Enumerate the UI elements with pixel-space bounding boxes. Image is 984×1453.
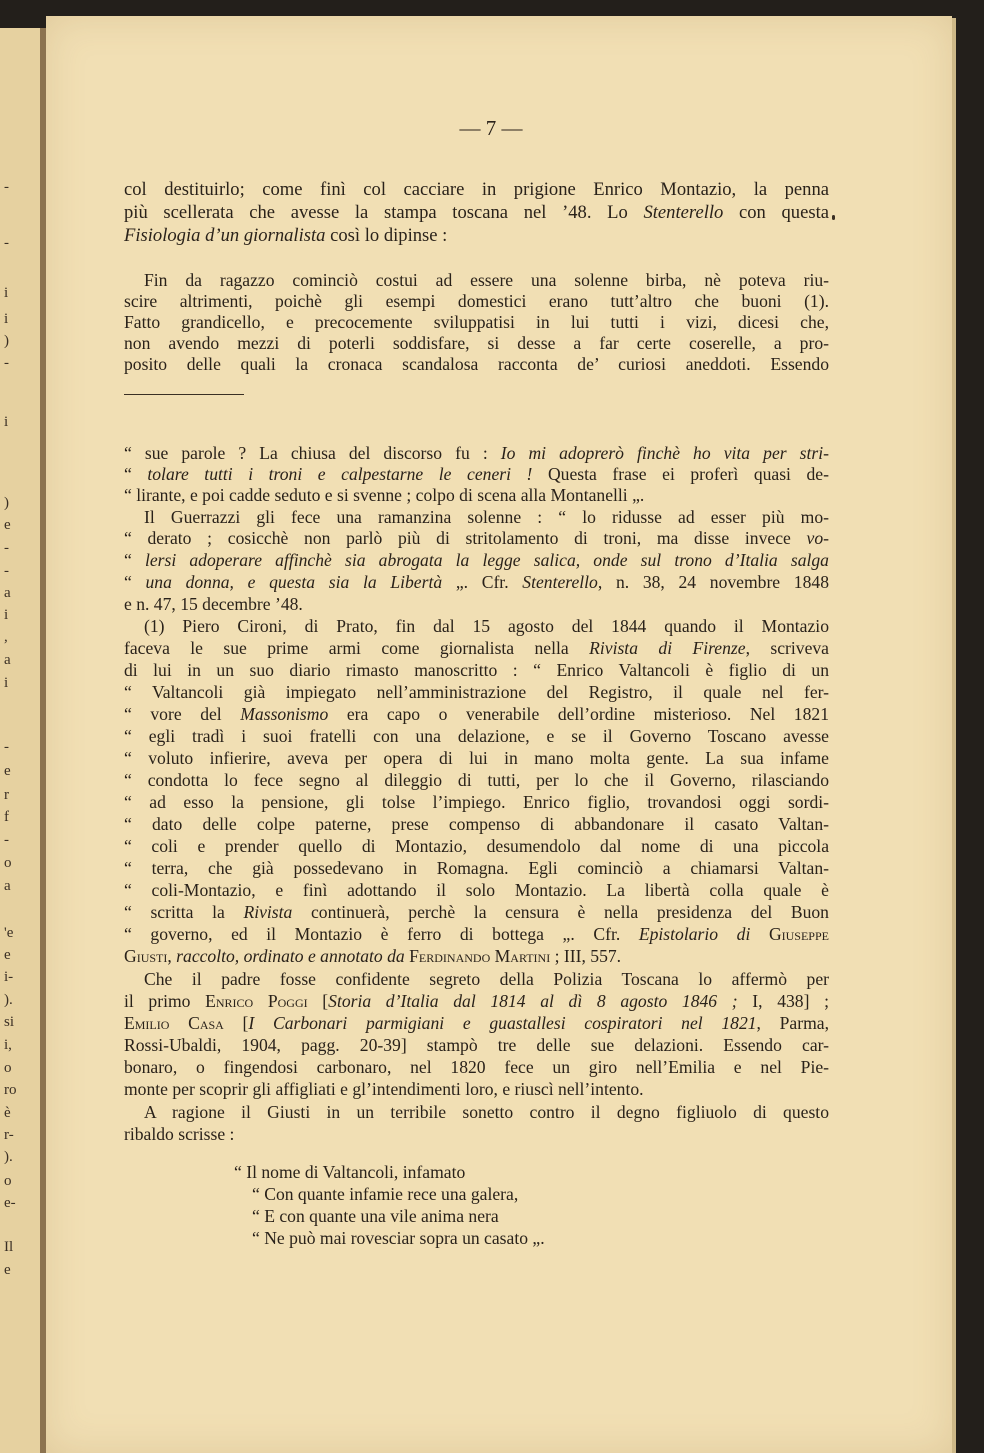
- margin-char: i: [4, 414, 9, 430]
- page-number: — 7 —: [459, 116, 523, 140]
- footnote-line: “ terra, che già possedevano in Romagna. Egli cominciò a chiamarsi Valtan-: [124, 858, 829, 878]
- verse-line: “ E con quante una vile anima nera: [252, 1206, 499, 1226]
- margin-char: i: [4, 675, 9, 691]
- margin-char: -: [4, 832, 9, 848]
- verse-line: “ Ne può mai rovesciar sopra un casato „.: [252, 1228, 545, 1248]
- quote-line: posito delle quali la cronaca scandalosa racconta de’ curiosi aneddoti. Essendo: [124, 354, 829, 374]
- margin-char: -: [4, 563, 9, 579]
- footnote-line: “ scritta la Rivista continuerà, perchè la censura è nella presidenza del Buon: [124, 902, 829, 922]
- footnote-line: Il Guerrazzi gli fece una ramanzina solenne : “ lo ridusse ad esser più mo-: [144, 507, 829, 527]
- footnote-line: Emilio Casa [I Carbonari parmigiani e guastallesi cospiratori nel 1821, Parma,: [124, 1013, 829, 1033]
- margin-char: i,: [4, 1037, 12, 1053]
- footnote-line: “ coli e prender quello di Montazio, desumendolo dal nome di una piccola: [124, 836, 829, 856]
- footnote-line: “ lersi adoperare affinchè sia abrogata la legge salica, onde sul trono d’Italia salga: [124, 550, 829, 570]
- body-line: Fisiologia d’un giornalista così lo dipinse :: [124, 225, 448, 246]
- margin-char: 'e: [4, 925, 14, 941]
- margin-char: i: [4, 607, 9, 623]
- verse-line: “ Il nome di Valtancoli, infamato: [234, 1162, 466, 1182]
- footnote-line: di lui in un suo diario rimasto manoscritto : “ Enrico Valtancoli è figlio di un: [124, 660, 829, 680]
- footnote-line: Rossi-Ubaldi, 1904, pagg. 20-39] stampò tre delle sue delazioni. Essendo car-: [124, 1035, 829, 1055]
- margin-char: e: [4, 947, 11, 963]
- footnote-line: “ lirante, e poi cadde seduto e si svenne ; colpo di scena alla Montanelli „.: [124, 485, 645, 505]
- margin-char: è: [4, 1105, 11, 1121]
- margin-char: e: [4, 1262, 11, 1278]
- margin-char: -: [4, 739, 9, 755]
- margin-char: r: [4, 787, 9, 803]
- footnote-line: monte per scoprir gli affigliati e gl’intendimenti loro, e riuscì nell’intento.: [124, 1079, 644, 1099]
- margin-char: ): [4, 495, 9, 511]
- margin-char: e: [4, 763, 11, 779]
- footnote-line: “ sue parole ? La chiusa del discorso fu : Io mi adoprerò finchè ho vita per stri-: [124, 443, 829, 463]
- footnote-line: bonaro, o fingendosi carbonaro, nel 1820 fece un giro nell’Emilia e nel Pie-: [124, 1057, 829, 1077]
- margin-char: si: [4, 1014, 15, 1030]
- margin-char: o: [4, 855, 12, 871]
- footnote-line: faceva le sue prime armi come giornalista nella Rivista di Firenze, scriveva: [124, 638, 829, 658]
- footnote-line: “ governo, ed il Montazio è ferro di bottega „. Cfr. Epistolario di Giuseppe: [124, 924, 829, 944]
- margin-char: r-: [4, 1127, 14, 1143]
- margin-char: -: [4, 540, 9, 556]
- margin-char: i: [4, 285, 9, 301]
- quote-line: Fatto grandicello, e precocemente sviluppatisi in lui tutti i vizi, dicesi che,: [124, 312, 829, 332]
- footnote-rule: [124, 394, 244, 395]
- footnote-line: “ vore del Massonismo era capo o venerabile dell’ordine misterioso. Nel 1821: [124, 704, 829, 724]
- margin-char: Il: [4, 1239, 14, 1255]
- margin-char: ): [4, 333, 9, 349]
- footnote-line: “ voluto infierire, aveva per opera di lui in mano molta gente. La sua infame: [124, 748, 829, 768]
- margin-char: -: [4, 179, 9, 195]
- body-line: più scellerata che avesse la stampa toscana nel ’48. Lo Stenterello con questa: [124, 202, 829, 223]
- footnote-line: Che il padre fosse confidente segreto della Polizia Toscana lo affermò per: [144, 969, 829, 989]
- margin-char: o: [4, 1060, 12, 1076]
- footnote-line: (1) Piero Cironi, di Prato, fin dal 15 agosto del 1844 quando il Montazio: [144, 616, 829, 636]
- margin-char: -: [4, 235, 9, 251]
- page-edge: [952, 18, 956, 1453]
- margin-char: ).: [4, 1149, 13, 1165]
- footnote-line: “ condotta lo fece segno al dileggio di tutti, per lo che il Governo, rilasciando: [124, 770, 829, 790]
- margin-char: i-: [4, 969, 14, 985]
- quote-line: scire altrimenti, poichè gli esempi domestici erano tutt’altro che buoni (1).: [124, 291, 829, 311]
- body-line: col destituirlo; come finì col cacciare in prigione Enrico Montazio, la penna: [124, 179, 829, 200]
- margin-char: a: [4, 585, 11, 601]
- margin-char: e: [4, 517, 11, 533]
- footnote-line: A ragione il Giusti in un terribile sonetto contro il degno figliuolo di questo: [144, 1102, 829, 1122]
- margin-char: a: [4, 878, 11, 894]
- quote-line: Fin da ragazzo cominciò costui ad essere una solenne birba, nè poteva riu-: [144, 270, 829, 290]
- margin-char: ,: [4, 629, 8, 645]
- margin-char: ).: [4, 992, 13, 1008]
- margin-char: ro: [4, 1082, 17, 1098]
- footnote-line: “ derato ; cosicchè non parlò più di stritolamento di troni, ma disse invece vo-: [124, 528, 829, 548]
- footnote-line: e n. 47, 15 decembre ’48.: [124, 594, 303, 614]
- footnote-line: “ coli-Montazio, e finì adottando il solo Montazio. La libertà colla quale è: [124, 880, 829, 900]
- margin-char: -: [4, 355, 9, 371]
- previous-page-edge: [0, 28, 42, 1453]
- verse-line: “ Con quante infamie rece una galera,: [252, 1184, 519, 1204]
- footnote-line: “ dato delle colpe paterne, prese compenso di abbandonare il casato Valtan-: [124, 814, 829, 834]
- ink-speck: [832, 215, 835, 220]
- margin-char: e-: [4, 1195, 16, 1211]
- margin-char: f: [4, 809, 9, 825]
- footnote-line: “ una donna, e questa sia la Libertà „. Cfr. Stenterello, n. 38, 24 novembre 1848: [124, 572, 829, 592]
- footnote-line: Giusti, raccolto, ordinato e annotato da Ferdinando Martini ; III, 557.: [124, 946, 622, 966]
- margin-char: i: [4, 311, 9, 327]
- footnote-line: ribaldo scrisse :: [124, 1124, 235, 1144]
- footnote-line: “ Valtancoli già impiegato nell’amministrazione del Registro, il quale nel fer-: [124, 682, 829, 702]
- footnote-line: “ ad esso la pensione, gli tolse l’impiego. Enrico figlio, trovandosi oggi sordi-: [124, 792, 829, 812]
- page: [46, 16, 952, 1453]
- quote-line: non avendo mezzi di poterli soddisfare, si desse a far certe coserelle, a pro-: [124, 333, 829, 353]
- margin-char: o: [4, 1173, 12, 1189]
- footnote-line: “ egli tradì i suoi fratelli con una delazione, e se il Governo Toscano avesse: [124, 726, 829, 746]
- margin-char: a: [4, 652, 11, 668]
- footnote-line: “ tolare tutti i troni e calpestarne le ceneri ! Questa frase ei proferì quasi de-: [124, 464, 829, 484]
- footnote-line: il primo Enrico Poggi [Storia d’Italia dal 1814 al dì 8 agosto 1846 ; I, 438] ;: [124, 991, 829, 1011]
